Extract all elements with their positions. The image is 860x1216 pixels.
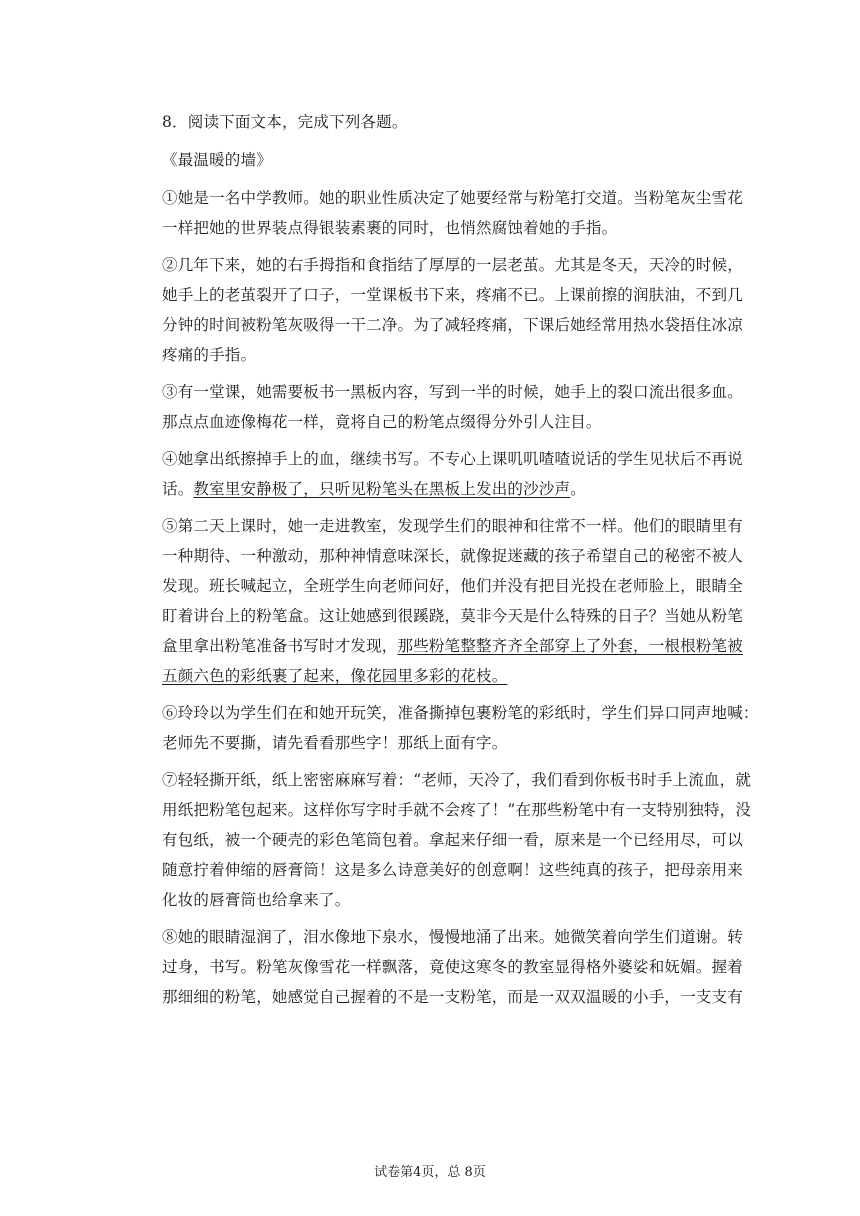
paragraph-text: 话。 [162, 480, 194, 498]
paragraph-line: 随意拧着伸缩的唇膏筒！这是多么诗意美好的创意啊！这些纯真的孩子，把母亲用来 [162, 861, 743, 879]
paragraph-5 [162, 516, 743, 686]
underlined-sentence: 教室里安静极了，只听见粉笔头在黑板上发出的沙沙声 [193, 480, 571, 498]
paragraph-line: ⑦轻轻撕开纸，纸上密密麻麻写着：“老师，天冷了，我们看到你板书时手上流血，就 [162, 771, 752, 789]
paragraph-text: 。 [570, 480, 586, 498]
paragraph-line [162, 479, 722, 499]
paragraph-line: 那细细的粉笔，她感觉自己握着的不是一支粉笔，而是一双双温暖的小手，一支支有 [162, 988, 743, 1006]
paragraph-6 [162, 703, 759, 753]
paragraph-line: 疼痛的手指。 [162, 346, 257, 364]
paragraph-8 [162, 927, 743, 1007]
paragraph-line: ⑧她的眼睛湿润了，泪水像地下泉水，慢慢地涌了出来。她微笑着向学生们道谢。转 [162, 928, 743, 946]
paragraph-line: 过身，书写。粉笔灰像雪花一样飘落，竟使这寒冬的教室显得格外婆娑和妩媚。握着 [162, 958, 743, 976]
paragraph-1 [162, 188, 743, 238]
paragraph-line: ①她是一名中学教师。她的职业性质决定了她要经常与粉笔打交道。当粉笔灰尘雪花 [162, 189, 743, 207]
paragraph-7 [162, 770, 752, 910]
paragraph-line: 一种期待、一种激动，那种神情意味深长，就像捉迷藏的孩子希望自己的秘密不被人 [162, 547, 743, 565]
paragraph-2 [162, 255, 743, 365]
paragraph-3 [162, 382, 743, 432]
paragraph-line: 有包纸，被一个硬壳的彩色笔筒包着。拿起来仔细一看，原来是一个已经用尽，可以 [162, 831, 743, 849]
passage-title: 《最温暖的墙》 [162, 151, 272, 169]
page-footer: 试卷第4页，总 8页 [374, 1165, 486, 1180]
paragraph-line: ④她拿出纸擦掉手上的血，继续书写。不专心上课叽叽喳喳说话的学生见状后不再说 [162, 450, 743, 468]
paragraph-line: 那点点血迹像梅花一样，竟将自己的粉笔点缀得分外引人注目。 [162, 413, 602, 431]
paragraph-line: 盯着讲台上的粉笔盒。这让她感到很蹊跷，莫非今天是什么特殊的日子？当她从粉笔 [162, 607, 743, 625]
paragraph-line: ③有一堂课，她需要板书一黑板内容，写到一半的时候，她手上的裂口流出很多血。 [162, 383, 743, 401]
paragraph-line: ⑥玲玲以为学生们在和她开玩笑，准备撕掉包裹粉笔的彩纸时，学生们异口同声地喊： [162, 704, 759, 722]
paragraph-line [162, 636, 743, 656]
question-header: 8．阅读下面文本，完成下列各题。 [162, 113, 408, 131]
paragraph-line: 分钟的时间被粉笔灰吸得一干二净。为了减轻疼痛，下课后她经常用热水袋捂住冰凉 [162, 316, 743, 334]
paragraph-line: 化妆的唇膏筒也给拿来了。 [162, 891, 351, 909]
paragraph-line: 一样把她的世界装点得银装素裹的同时，也悄然腐蚀着她的手指。 [162, 219, 618, 237]
underlined-sentence: 那些粉笔整整齐齐全部穿上了外套，一根根粉笔被 [397, 637, 743, 655]
paragraph-line [162, 666, 722, 686]
paragraph-line: ②几年下来，她的右手拇指和食指结了厚厚的一层老茧。尤其是冬天，天冷的时候， [162, 256, 743, 274]
paragraph-line: 发现。班长喊起立，全班学生向老师问好，他们并没有把目光投在老师脸上，眼睛全 [162, 577, 743, 595]
question-content [162, 112, 759, 1007]
paragraph-line: 用纸把粉笔包起来。这样你写字时手就不会疼了！”在那些粉笔中有一支特别独特，没 [162, 801, 752, 819]
paragraph-text: 盒里拿出粉笔准备书写时才发现， [162, 637, 398, 655]
paragraph-line: 她手上的老茧裂开了口子，一堂课板书下来，疼痛不已。上课前擦的润肤油，不到几 [162, 286, 743, 304]
paragraph-4 [162, 449, 743, 499]
underlined-sentence: 五颜六色的彩纸裹了起来，像花园里多彩的花枝。 [162, 667, 508, 685]
paragraph-line: 老师先不要撕，请先看看那些字！那纸上面有字。 [162, 734, 508, 752]
paragraph-line: ⑤第二天上课时，她一走进教室，发现学生们的眼神和往常不一样。他们的眼睛里有 [162, 517, 743, 535]
